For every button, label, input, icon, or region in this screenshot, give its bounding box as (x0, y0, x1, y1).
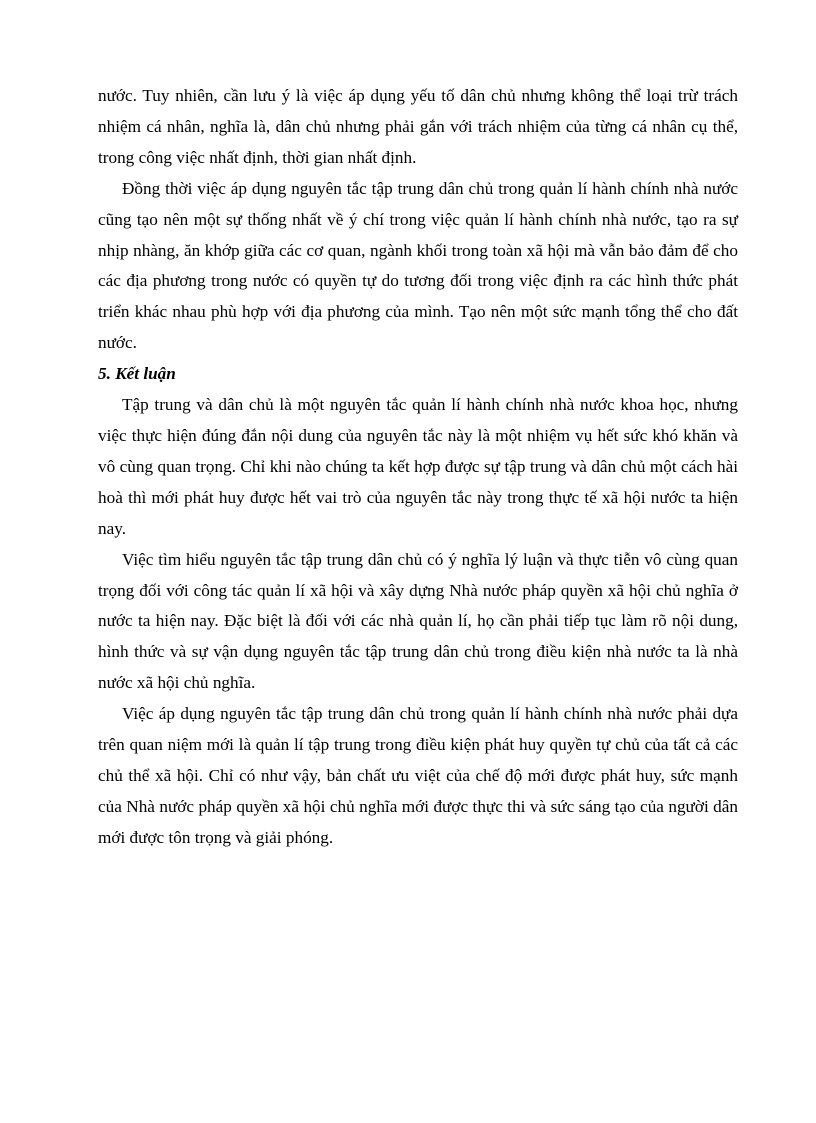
paragraph-conclusion-2: Việc tìm hiểu nguyên tắc tập trung dân chủ có ý nghĩa lý luận và thực tiễn vô cùng quan trọng đối với công tác quản lí xã hội và xây dựng Nhà nước pháp quyền xã hội chủ nghĩa ở nước ta hiện nay. Đặc biệt là đối với các nhà quản lí, họ cần phải tiếp tục làm rõ nội dung, hình thức và sự vận dụng nguyên tắc tập trung dân chủ trong điều kiện nhà nước ta là nhà nước xã hội chủ nghĩa. (98, 549, 738, 693)
document-body (98, 81, 738, 854)
paragraph-continuation: nước. Tuy nhiên, cần lưu ý là việc áp dụng yếu tố dân chủ nhưng không thể loại trừ trách nhiệm cá nhân, nghĩa là, dân chủ nhưng phải gắn với trách nhiệm của từng cá nhân cụ thể, trong công việc nhất định, thời gian nhất định. (98, 86, 738, 167)
paragraph-conclusion-3: Việc áp dụng nguyên tắc tập trung dân chủ trong quản lí hành chính nhà nước phải dựa trên quan niệm mới là quản lí tập trung trong điều kiện phát huy quyền tự chủ của tất cả các chủ thể xã hội. Chỉ có như vậy, bản chất ưu việt của chế độ mới được phát huy, sức mạnh của Nhà nước pháp quyền xã hội chủ nghĩa mới được thực thi và sức sáng tạo của người dân mới được tôn trọng và giải phóng. (98, 704, 738, 847)
paragraph-unity: Đồng thời việc áp dụng nguyên tắc tập trung dân chủ trong quản lí hành chính nhà nước cũng tạo nên một sự thống nhất về ý chí trong việc quản lí hành chính nhà nước, tạo ra sự nhịp nhàng, ăn khớp giữa các cơ quan, ngành khối trong toàn xã hội mà vẫn bảo đảm để cho các địa phương trong nước có quyền tự do tương đối trong việc định ra các hình thức phát triển khác nhau phù hợp với địa phương của mình. Tạo nên một sức mạnh tổng thể cho đất nước. (98, 178, 738, 353)
section-heading-conclusion: 5. Kết luận (98, 364, 176, 384)
paragraph-conclusion-1: Tập trung và dân chủ là một nguyên tắc quản lí hành chính nhà nước khoa học, nhưng việc thực hiện đúng đắn nội dung của nguyên tắc này là một nhiệm vụ hết sức khó khăn và vô cùng quan trọng. Chỉ khi nào chúng ta kết hợp được sự tập trung và dân chủ một cách hài hoà thì mới phát huy được hết vai trò của nguyên tắc này trong thực tế xã hội nước ta hiện nay. (98, 395, 738, 538)
